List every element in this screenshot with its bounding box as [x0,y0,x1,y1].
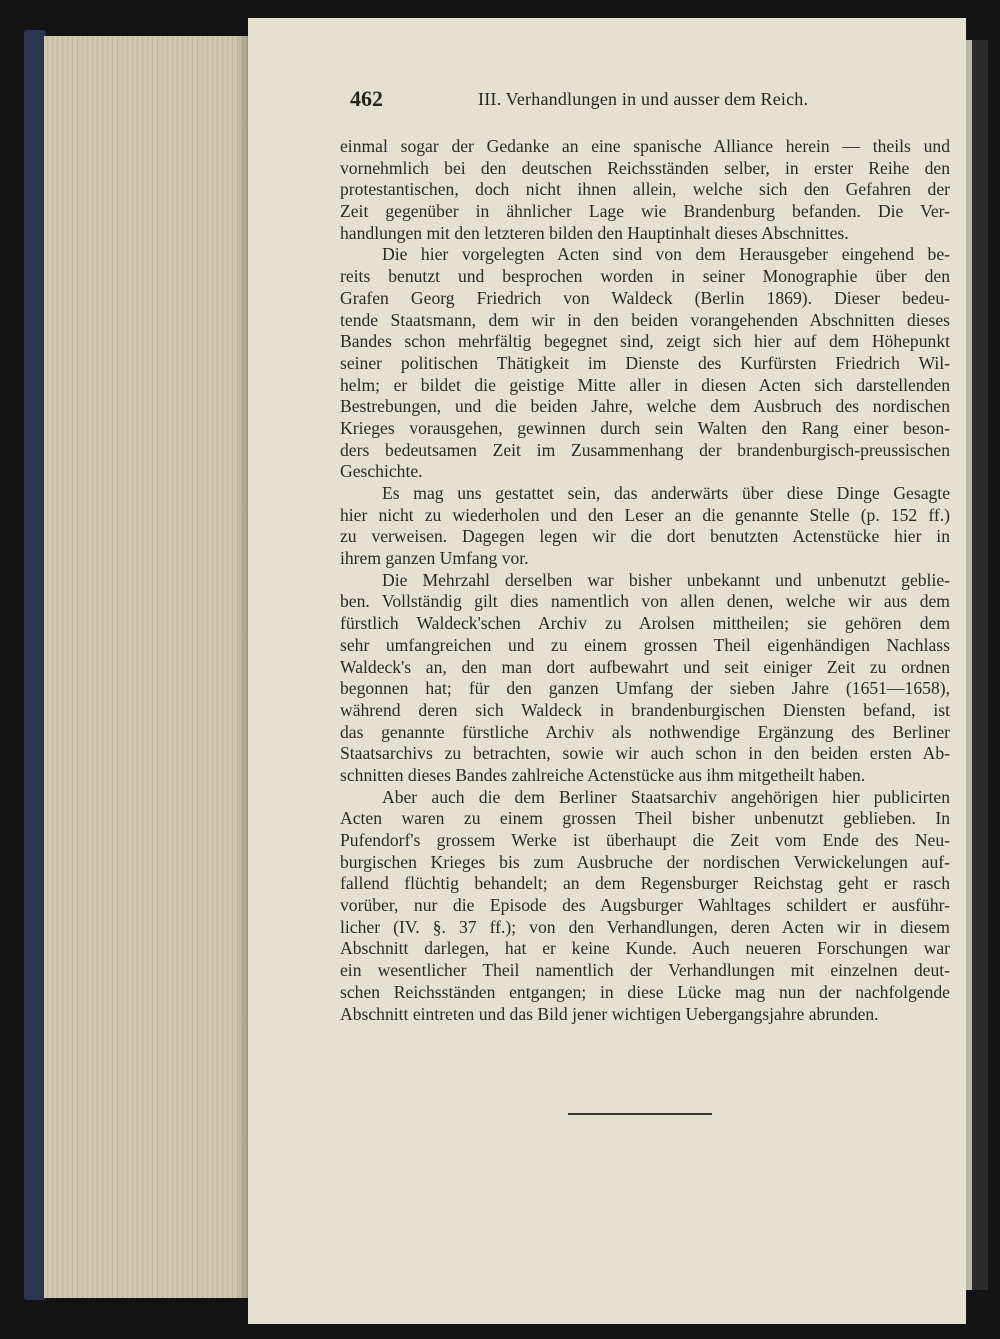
paragraph [340,787,950,1026]
text-line: vorüber, nur die Episode des Augsburger Wahltages schildert er ausführ- [340,895,950,916]
paragraph [340,136,950,244]
text-line: Die Mehrzahl derselben war bisher unbekannt und unbenutzt geblie- [382,569,950,590]
page-body-text [340,136,950,1025]
text-line: Pufendorf's grossem Werke ist überhaupt die Zeit vom Ende des Neu- [340,830,950,850]
text-line: hier nicht zu wiederholen und den Leser an die genannte Stelle (p. 152 ff.) [340,504,950,525]
page-header [350,86,950,116]
text-line: protestantischen, doch nicht ihnen allein, welche sich den Gefahren der [340,179,950,200]
facing-page-paper [966,40,972,1290]
text-line: Abschnitt eintreten und das Bild jener wichtigen Uebergangsjahre abrunden. [340,1003,879,1024]
text-line: schen Reichsständen entgangen; in diese Lücke mag nun der nachfolgende [340,981,950,1002]
text-line: Bandes schon mehrfältig begegnet sind, zeigt sich hier auf dem Höhepunkt [340,331,950,352]
text-line: Waldeck's an, den man dort aufbewahrt und seit einiger Zeit zu ordnen [340,656,950,677]
text-line: burgischen Krieges bis zum Ausbruche der nordischen Verwickelungen auf- [340,851,950,872]
text-line: Die hier vorgelegten Acten sind von dem Herausgeber eingehend be- [382,244,950,265]
text-line: ein wesentlicher Theil namentlich der Verhandlungen mit einzelnen deut- [340,960,950,981]
text-line: licher (IV. §. 37 ff.); von den Verhandlungen, deren Acten wir in diesem [340,916,950,937]
page-block-edges [44,36,249,1298]
text-line: Geschichte. [340,461,423,482]
text-line: ihrem ganzen Umfang vor. [340,548,529,569]
text-line: das genannte fürstliche Archiv als nothwendige Ergänzung des Berliner [340,721,950,742]
page-number: 462 [350,86,383,111]
text-line: ders bedeutsamen Zeit im Zusammenhang der brandenburgisch-preussischen [340,439,950,460]
text-line: während deren sich Waldeck in brandenburgischen Diensten befand, ist [340,699,950,720]
text-line: Es mag uns gestattet sein, das anderwärts über diese Dinge Gesagte [382,483,950,503]
paragraph [340,244,950,483]
paragraph [340,570,950,787]
book-cover-edge [24,30,46,1300]
text-line: vornehmlich bei den deutschen Reichsständen selber, in erster Reihe den [340,157,950,178]
text-line: Staatsarchivs zu betrachten, sowie wir auch schon in den beiden ersten Ab- [340,743,950,764]
text-line: sehr umfangreichen und zu einem grossen Theil eigenhändigen Nachlass [340,634,950,655]
text-line: Zeit gegenüber in ähnlicher Lage wie Brandenburg befanden. Die Ver- [340,201,950,222]
text-line: Grafen Georg Friedrich von Waldeck (Berlin 1869). Dieser bedeu- [340,287,950,308]
text-line: Bestrebungen, und die beiden Jahre, welche dem Ausbruch des nordischen [340,396,950,417]
text-line: begonnen hat; für den ganzen Umfang der sieben Jahre (1651—1658), [340,678,950,699]
text-line: schnitten dieses Bandes zahlreiche Actenstücke aus ihm mitgetheilt haben. [340,764,866,785]
running-title: III. Verhandlungen in und ausser dem Reich. [478,89,809,109]
text-line: handlungen mit den letzteren bilden den Hauptinhalt dieses Abschnittes. [340,222,849,243]
text-line: tende Staatsmann, dem wir in den beiden vorangehenden Abschnitten dieses [340,309,950,330]
text-line: zu verweisen. Dagegen legen wir die dort benutzten Actenstücke hier in [340,526,950,547]
text-line: Aber auch die dem Berliner Staatsarchiv angehörigen hier publicirten [382,786,950,807]
text-line: fürstlich Waldeck'schen Archiv zu Arolsen mittheilen; sie gehören dem [340,613,950,634]
text-line: Krieges vorausgehen, gewinnen durch sein Walten den Rang einer beson- [340,417,950,438]
text-line: ben. Vollständig gilt dies namentlich von allen denen, welche wir aus dem [340,591,950,612]
text-line: einmal sogar der Gedanke an eine spanische Alliance herein — theils und [340,136,950,156]
text-line: reits benutzt und besprochen worden in seiner Monographie über den [340,266,950,287]
paragraph [340,483,950,570]
text-line: Abschnitt darlegen, hat er keine Kunde. Auch neueren Forschungen war [340,938,950,959]
text-line: fallend flüchtig behandelt; an dem Regensburger Reichstag geht er rasch [340,873,950,894]
text-line: seiner politischen Thätigkeit im Dienste des Kurfürsten Friedrich Wil- [340,352,950,373]
text-line: Acten waren zu einem grossen Theil bisher unbenutzt geblieben. In [340,808,950,829]
text-line: helm; er bildet die geistige Mitte aller in diesen Acten sich darstellenden [340,374,950,395]
section-end-rule [568,1113,712,1115]
